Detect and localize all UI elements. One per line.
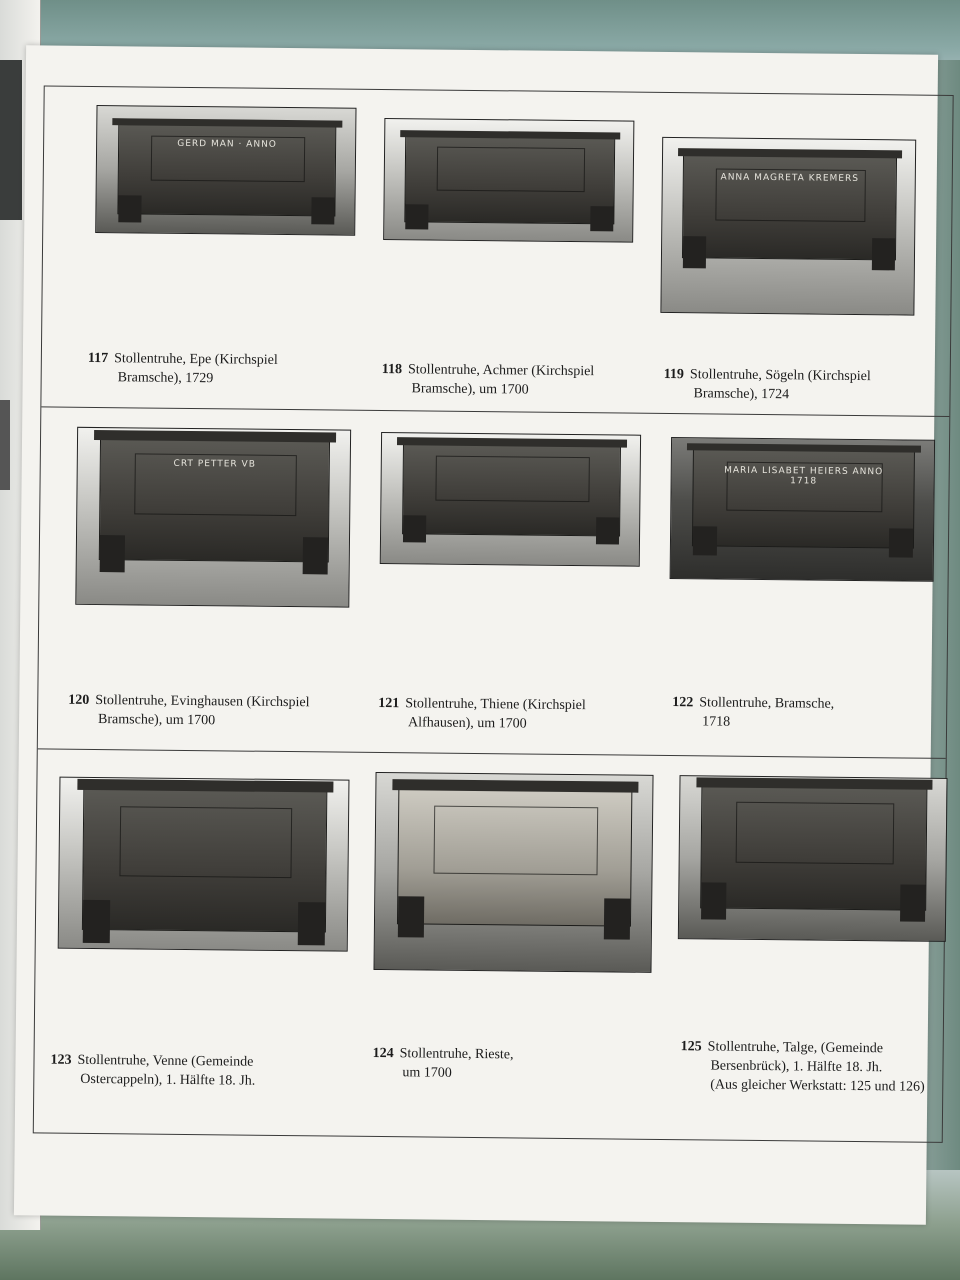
plate-122-inscription: MARIA LISABET HEIERS ANNO 1718	[724, 465, 884, 487]
plate-123-caption: 123 Stollentruhe, Venne (Gemeinde Ostercappeln), 1. Hälfte 18. Jh.	[50, 1052, 256, 1089]
plate-grid-frame	[33, 85, 954, 1142]
plate-120-inscription: CRT PETTER VB	[173, 459, 256, 470]
plate-119-inscription: ANNA MAGRETA KREMERS	[720, 172, 860, 184]
plate-124-photo	[373, 772, 653, 973]
left-page-photo	[0, 400, 10, 490]
plate-number: 118	[381, 361, 403, 378]
row-divider	[38, 748, 946, 759]
left-page-photo	[0, 60, 22, 220]
plate-119-caption: 119 Stollentruhe, Sögeln (Kirchspiel Bramsche), 1724	[663, 366, 871, 403]
plate-number: 121	[378, 695, 400, 712]
plate-124-caption: 124 Stollentruhe, Rieste, um 1700	[372, 1045, 514, 1081]
row-divider	[41, 406, 949, 417]
plate-117-photo	[95, 105, 356, 236]
plate-number: 119	[663, 366, 685, 383]
plate-122-caption: 122 Stollentruhe, Bramsche, 1718	[672, 695, 835, 730]
plate-122-photo	[670, 437, 935, 582]
plate-121-photo	[380, 432, 641, 567]
plate-117-caption: 117 Stollentruhe, Epe (Kirchspiel Bramsche), 1729	[87, 350, 278, 387]
plate-number: 122	[672, 695, 694, 711]
plate-121-caption: 121 Stollentruhe, Thiene (Kirchspiel Alfhausen), um 1700	[378, 695, 586, 732]
plate-117-inscription: GERD MAN · ANNO	[177, 139, 277, 151]
plate-number: 124	[372, 1045, 394, 1062]
plate-119-photo	[660, 137, 916, 316]
plate-120-photo	[75, 427, 351, 608]
book-page	[14, 45, 938, 1224]
plate-number: 123	[50, 1052, 72, 1068]
plate-number: 117	[87, 350, 109, 367]
plate-number: 120	[68, 692, 90, 708]
plate-123-photo	[58, 777, 350, 952]
plate-120-caption: 120 Stollentruhe, Evinghausen (Kirchspiel Bramsche), um 1700	[68, 692, 310, 729]
plate-118-caption: 118 Stollentruhe, Achmer (Kirchspiel Bramsche), um 1700	[381, 361, 595, 398]
plate-number: 125	[680, 1039, 702, 1055]
plate-125-photo	[678, 775, 948, 942]
plate-125-caption: 125 Stollentruhe, Talge, (Gemeinde Bersenbrück), 1. Hälfte 18. Jh. (Aus gleicher Werkstatt: 125 und 126)	[680, 1039, 925, 1095]
plate-118-photo	[383, 118, 634, 243]
